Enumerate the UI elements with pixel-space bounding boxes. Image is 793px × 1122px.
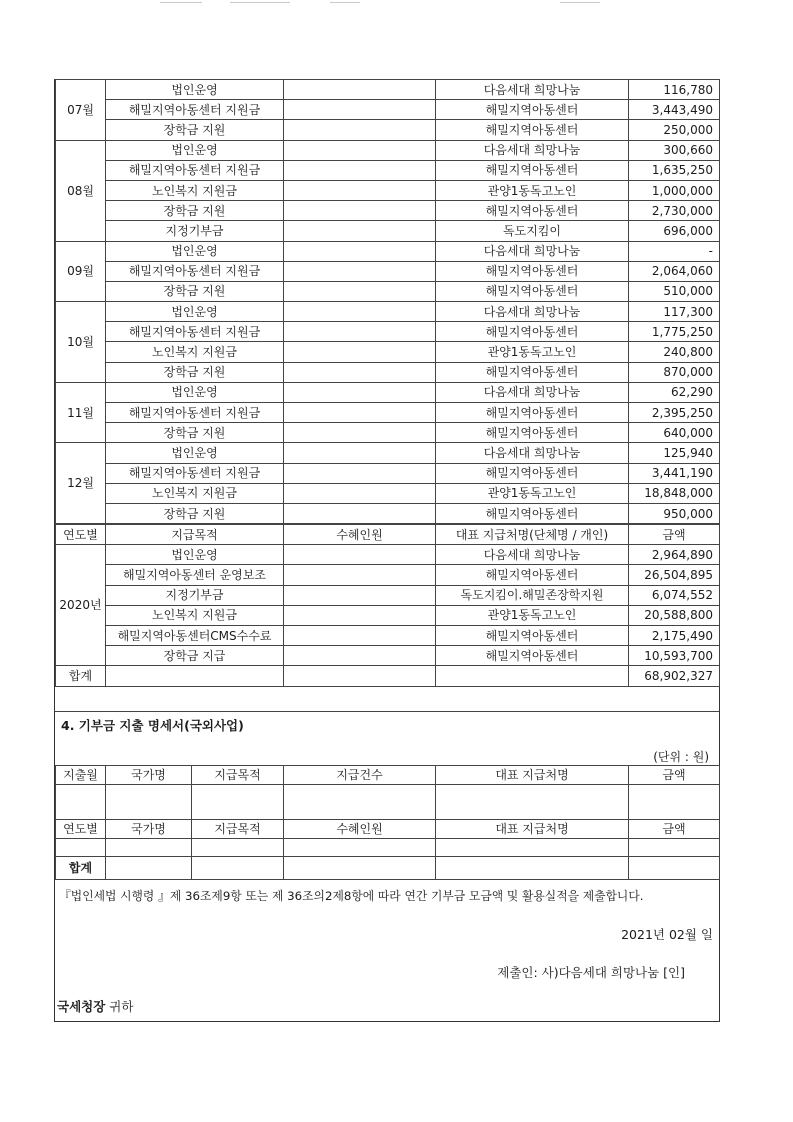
beneficiaries-cell — [284, 646, 436, 666]
month-label: 11월 — [56, 382, 106, 443]
foreign-year-header-row — [56, 820, 720, 839]
table-row — [56, 545, 720, 565]
month-label: 08월 — [56, 140, 106, 241]
recipient-cell: 해밀지역아동센터 — [436, 362, 629, 382]
scan-top-marks — [0, 2, 793, 6]
recipient-cell: 해밀지역아동센터 — [436, 281, 629, 301]
recipient-cell: 해밀지역아동센터 — [436, 423, 629, 443]
recipient-cell: 해밀지역아동센터 — [436, 201, 629, 221]
beneficiaries-cell — [284, 565, 436, 585]
beneficiaries-cell — [284, 483, 436, 503]
total-amount: 68,902,327 — [629, 666, 720, 686]
header-amount: 금액 — [629, 820, 720, 839]
header-country: 국가명 — [106, 766, 192, 785]
recipient-cell: 해밀지역아동센터 — [436, 261, 629, 281]
total-label: 합계 — [56, 666, 106, 686]
amount-cell: 116,780 — [629, 80, 720, 100]
table-row — [56, 180, 720, 200]
beneficiaries-cell — [284, 463, 436, 483]
recipient-cell: 독도지킴이 — [436, 221, 629, 241]
table-row — [56, 120, 720, 140]
table-row — [56, 403, 720, 423]
table-row — [56, 160, 720, 180]
table-row — [56, 443, 720, 463]
table-row — [56, 342, 720, 362]
foreign-total-label: 합계 — [56, 857, 106, 880]
table-row — [56, 201, 720, 221]
table-row — [56, 221, 720, 241]
table-row — [56, 605, 720, 625]
annual-header-row — [56, 525, 720, 545]
purpose-cell: 장학금 지원 — [106, 120, 284, 140]
recipient-cell: 다음세대 희망나눔 — [436, 443, 629, 463]
header-recipient: 대표 지급처명 — [436, 766, 629, 785]
table-row — [56, 362, 720, 382]
header-purpose: 지급목적 — [192, 766, 284, 785]
beneficiaries-cell — [284, 605, 436, 625]
recipient-cell: 해밀지역아동센터 — [436, 646, 629, 666]
amount-cell: 300,660 — [629, 140, 720, 160]
purpose-cell: 해밀지역아동센터 지원금 — [106, 403, 284, 423]
table-row — [56, 646, 720, 666]
beneficiaries-cell — [284, 160, 436, 180]
recipient-cell: 해밀지역아동센터 — [436, 565, 629, 585]
beneficiaries-cell — [284, 221, 436, 241]
recipient-cell: 관양1동독고노인 — [436, 342, 629, 362]
purpose-cell: 지정기부금 — [106, 585, 284, 605]
annual-total-row — [56, 666, 720, 686]
table-row — [56, 80, 720, 100]
header-amount: 금액 — [629, 766, 720, 785]
beneficiaries-cell — [284, 625, 436, 645]
section-4-title: 4. 기부금 지출 명세서(국외사업) — [61, 718, 244, 733]
amount-cell: 125,940 — [629, 443, 720, 463]
purpose-cell: 노인복지 지원금 — [106, 342, 284, 362]
amount-cell: 6,074,552 — [629, 585, 720, 605]
purpose-cell: 법인운영 — [106, 302, 284, 322]
table-row — [56, 322, 720, 342]
beneficiaries-cell — [284, 180, 436, 200]
recipient-cell: 다음세대 희망나눔 — [436, 80, 629, 100]
purpose-cell: 해밀지역아동센터 지원금 — [106, 463, 284, 483]
beneficiaries-cell — [284, 362, 436, 382]
header-purpose: 지급목적 — [106, 525, 284, 545]
purpose-cell: 장학금 지원 — [106, 503, 284, 523]
recipient-cell: 해밀지역아동센터 — [436, 160, 629, 180]
amount-cell: 3,443,490 — [629, 100, 720, 120]
foreign-total-row — [56, 857, 720, 880]
recipient-cell: 해밀지역아동센터 — [436, 403, 629, 423]
beneficiaries-cell — [284, 585, 436, 605]
purpose-cell: 장학금 지원 — [106, 201, 284, 221]
amount-cell: 2,730,000 — [629, 201, 720, 221]
beneficiaries-cell — [284, 302, 436, 322]
recipient-cell: 해밀지역아동센터 — [436, 625, 629, 645]
recipient-cell: 해밀지역아동센터 — [436, 100, 629, 120]
table-row — [56, 585, 720, 605]
beneficiaries-cell — [284, 80, 436, 100]
month-label: 07월 — [56, 80, 106, 141]
recipient-cell: 해밀지역아동센터 — [436, 120, 629, 140]
table-row — [56, 565, 720, 585]
beneficiaries-cell — [284, 140, 436, 160]
amount-cell: 62,290 — [629, 382, 720, 402]
recipient-cell: 다음세대 희망나눔 — [436, 302, 629, 322]
table-row — [56, 463, 720, 483]
beneficiaries-cell — [284, 120, 436, 140]
recipient-cell: 독도지킴이.해밀존장학지원 — [436, 585, 629, 605]
amount-cell: 510,000 — [629, 281, 720, 301]
header-year: 연도별 — [56, 525, 106, 545]
recipient-cell: 관양1동독고노인 — [436, 483, 629, 503]
submitter: 제출인: 사)다음세대 희망나눔 [인] — [497, 965, 685, 980]
header-country: 국가명 — [106, 820, 192, 839]
table-row — [56, 100, 720, 120]
recipient-cell: 다음세대 희망나눔 — [436, 545, 629, 565]
recipient-cell: 관양1동독고노인 — [436, 605, 629, 625]
beneficiaries-cell — [284, 100, 436, 120]
month-label: 12월 — [56, 443, 106, 524]
amount-cell: 2,395,250 — [629, 403, 720, 423]
monthly-expenditure-table — [55, 79, 720, 524]
table-row — [56, 423, 720, 443]
foreign-month-empty-row — [56, 785, 720, 820]
purpose-cell: 법인운영 — [106, 80, 284, 100]
recipient-cell: 다음세대 희망나눔 — [436, 382, 629, 402]
header-amount: 금액 — [629, 525, 720, 545]
section-4-header — [55, 711, 719, 766]
recipient-cell: 해밀지역아동센터 — [436, 503, 629, 523]
amount-cell: 18,848,000 — [629, 483, 720, 503]
beneficiaries-cell — [284, 241, 436, 261]
purpose-cell: 법인운영 — [106, 241, 284, 261]
month-label: 10월 — [56, 302, 106, 383]
amount-cell: 870,000 — [629, 362, 720, 382]
table-row — [56, 241, 720, 261]
amount-cell: 117,300 — [629, 302, 720, 322]
purpose-cell: 법인운영 — [106, 382, 284, 402]
table-row — [56, 625, 720, 645]
header-purpose: 지급목적 — [192, 820, 284, 839]
purpose-cell: 지정기부금 — [106, 221, 284, 241]
purpose-cell: 해밀지역아동센터 지원금 — [106, 261, 284, 281]
recipient-cell: 해밀지역아동센터 — [436, 322, 629, 342]
annual-summary-table — [55, 524, 720, 687]
amount-cell: 1,635,250 — [629, 160, 720, 180]
header-year: 연도별 — [56, 820, 106, 839]
amount-cell: 1,000,000 — [629, 180, 720, 200]
table-row — [56, 483, 720, 503]
header-recipient: 대표 지급처명 — [436, 820, 629, 839]
purpose-cell: 해밀지역아동센터 지원금 — [106, 322, 284, 342]
amount-cell: 640,000 — [629, 423, 720, 443]
amount-cell: 20,588,800 — [629, 605, 720, 625]
amount-cell: 240,800 — [629, 342, 720, 362]
amount-cell: 2,175,490 — [629, 625, 720, 645]
purpose-cell: 해밀지역아동센터 지원금 — [106, 100, 284, 120]
beneficiaries-cell — [284, 261, 436, 281]
beneficiaries-cell — [284, 201, 436, 221]
recipient-cell: 다음세대 희망나눔 — [436, 140, 629, 160]
header-count: 지급건수 — [284, 766, 436, 785]
amount-cell: 250,000 — [629, 120, 720, 140]
table-row — [56, 503, 720, 523]
recipient-cell: 관양1동독고노인 — [436, 180, 629, 200]
beneficiaries-cell — [284, 423, 436, 443]
addressee-name: 국세청장 — [57, 999, 106, 1014]
purpose-cell: 법인운영 — [106, 545, 284, 565]
submission-date: 2021년 02월 일 — [621, 927, 713, 942]
addressee — [57, 997, 133, 1015]
amount-cell: - — [629, 241, 720, 261]
legal-statement-text: 『법인세법 시행령 』제 36조제9항 또는 제 36조의2제8항에 따라 연간 기부금 모금액 및 활용실적을 제출합니다. — [59, 889, 644, 903]
beneficiaries-cell — [284, 382, 436, 402]
table-row — [56, 261, 720, 281]
beneficiaries-cell — [284, 322, 436, 342]
purpose-cell: 법인운영 — [106, 140, 284, 160]
header-beneficiaries: 수혜인원 — [284, 525, 436, 545]
purpose-cell: 장학금 지원 — [106, 362, 284, 382]
amount-cell: 2,964,890 — [629, 545, 720, 565]
beneficiaries-cell — [284, 545, 436, 565]
purpose-cell: 법인운영 — [106, 443, 284, 463]
amount-cell: 10,593,700 — [629, 646, 720, 666]
purpose-cell: 장학금 지원 — [106, 281, 284, 301]
beneficiaries-cell — [284, 281, 436, 301]
amount-cell: 26,504,895 — [629, 565, 720, 585]
purpose-cell: 노인복지 지원금 — [106, 605, 284, 625]
beneficiaries-cell — [284, 342, 436, 362]
unit-label: (단위 : 원) — [653, 750, 709, 764]
table-row — [56, 281, 720, 301]
recipient-cell: 다음세대 희망나눔 — [436, 241, 629, 261]
purpose-cell: 장학금 지급 — [106, 646, 284, 666]
header-beneficiaries: 수혜인원 — [284, 820, 436, 839]
recipient-cell: 해밀지역아동센터 — [436, 463, 629, 483]
amount-cell: 950,000 — [629, 503, 720, 523]
donation-report-page — [54, 79, 720, 1022]
table-row — [56, 382, 720, 402]
purpose-cell: 해밀지역아동센터 지원금 — [106, 160, 284, 180]
amount-cell: 2,064,060 — [629, 261, 720, 281]
foreign-expenditure-table — [55, 765, 720, 880]
amount-cell: 3,441,190 — [629, 463, 720, 483]
header-recipient: 대표 지급처명(단체명 / 개인) — [436, 525, 629, 545]
addressee-suffix: 귀하 — [105, 999, 134, 1014]
purpose-cell: 해밀지역아동센터CMS수수료 — [106, 625, 284, 645]
purpose-cell: 노인복지 지원금 — [106, 483, 284, 503]
year-label: 2020년 — [56, 545, 106, 666]
amount-cell: 1,775,250 — [629, 322, 720, 342]
table-row — [56, 140, 720, 160]
purpose-cell: 노인복지 지원금 — [106, 180, 284, 200]
purpose-cell: 장학금 지원 — [106, 423, 284, 443]
foreign-year-empty-row — [56, 839, 720, 857]
header-month: 지출월 — [56, 766, 106, 785]
foreign-month-header-row — [56, 766, 720, 785]
amount-cell: 696,000 — [629, 221, 720, 241]
beneficiaries-cell — [284, 403, 436, 423]
purpose-cell: 해밀지역아동센터 운영보조 — [106, 565, 284, 585]
month-label: 09월 — [56, 241, 106, 302]
beneficiaries-cell — [284, 503, 436, 523]
table-row — [56, 302, 720, 322]
beneficiaries-cell — [284, 443, 436, 463]
